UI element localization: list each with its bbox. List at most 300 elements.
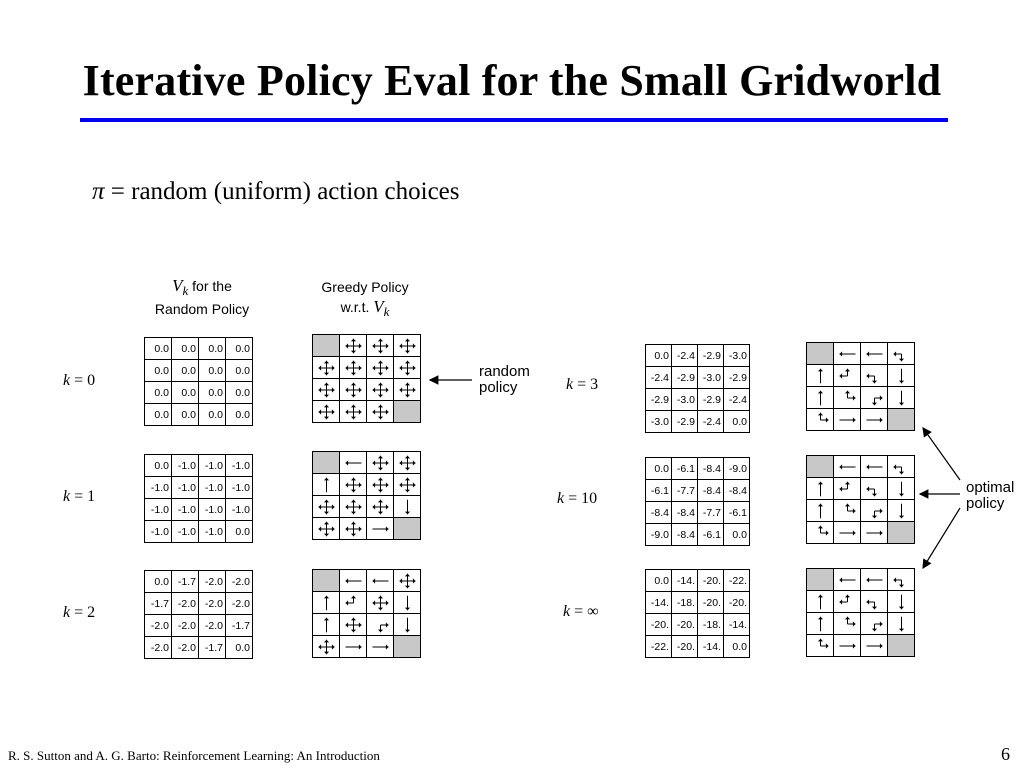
policy-cell <box>861 500 888 522</box>
value-cell: 0.0 <box>145 404 172 426</box>
policy-cell <box>861 387 888 409</box>
policy-arrows-icon <box>861 478 888 500</box>
policy-cell <box>313 474 340 496</box>
policy-arrows-icon <box>834 569 861 591</box>
down-arrow-icon <box>405 596 410 610</box>
up-arrow-icon <box>324 618 329 632</box>
right-arrow-icon <box>408 460 416 465</box>
policy-arrows-icon <box>340 592 367 614</box>
greedy-policy-grid <box>312 451 421 540</box>
value-cell: -1.7 <box>172 571 199 593</box>
up-arrow-icon <box>378 383 383 390</box>
policy-cell <box>367 335 394 357</box>
optimal-arrow-top <box>923 428 960 480</box>
policy-arrows-icon <box>367 518 394 540</box>
policy-cell <box>394 335 421 357</box>
greedy-v-symbol: V <box>373 297 384 316</box>
k-symbol: k <box>63 488 71 505</box>
policy-arrows-icon <box>888 569 915 591</box>
policy-cell <box>807 365 834 387</box>
right-arrow-icon <box>875 508 883 513</box>
policy-cell <box>313 496 340 518</box>
left-arrow-icon <box>373 504 381 509</box>
terminal-cell <box>807 569 834 591</box>
up-arrow-icon <box>818 617 823 631</box>
value-cell: -2.9 <box>672 411 698 433</box>
terminal-cell <box>313 570 340 592</box>
value-cell: -20. <box>672 636 698 658</box>
policy-arrows-icon <box>367 401 394 423</box>
policy-arrows-icon <box>888 591 915 613</box>
value-cell: -2.9 <box>698 345 724 367</box>
policy-cell <box>313 518 340 540</box>
value-cell: -18. <box>698 614 724 636</box>
policy-cell <box>394 474 421 496</box>
policy-arrows-icon <box>313 496 340 518</box>
policy-cell <box>313 357 340 379</box>
value-cell: -1.0 <box>199 477 226 499</box>
value-cell: 0.0 <box>172 382 199 404</box>
k-value: ∞ <box>587 603 599 620</box>
left-arrow-icon <box>346 600 354 605</box>
policy-cell <box>807 478 834 500</box>
policy-arrows-icon <box>861 500 888 522</box>
policy-cell <box>834 456 861 478</box>
terminal-cell <box>888 635 915 657</box>
k-value: 2 <box>87 604 96 621</box>
policy-arrows-icon <box>394 357 421 379</box>
policy-arrows-icon <box>313 401 340 423</box>
right-arrow-icon <box>354 365 362 370</box>
policy-arrows-icon <box>340 379 367 401</box>
right-arrow-icon <box>821 417 829 422</box>
policy-arrows-icon <box>807 613 834 635</box>
policy-cell <box>834 613 861 635</box>
down-arrow-icon <box>324 390 329 397</box>
policy-cell <box>807 500 834 522</box>
down-arrow-icon <box>872 398 877 405</box>
value-cell: 0.0 <box>646 345 672 367</box>
up-arrow-icon <box>378 339 383 346</box>
greedy-policy-grid <box>806 568 915 657</box>
policy-cell <box>313 379 340 401</box>
vk-subscript: k <box>182 282 189 298</box>
down-arrow-icon <box>378 485 383 492</box>
down-arrow-icon <box>872 511 877 518</box>
k-value: 0 <box>87 372 96 389</box>
right-arrow-icon <box>373 644 389 649</box>
policy-arrows-icon <box>313 518 340 540</box>
k-label <box>63 604 95 622</box>
up-arrow-icon <box>845 617 850 624</box>
k-label <box>63 488 95 506</box>
left-arrow-icon <box>319 409 327 414</box>
left-arrow-icon <box>346 460 362 465</box>
left-arrow-icon <box>894 464 902 469</box>
policy-cell <box>394 570 421 592</box>
up-arrow-icon <box>324 640 329 647</box>
left-arrow-icon <box>346 365 354 370</box>
left-arrow-icon <box>346 578 362 583</box>
policy-arrows-icon <box>888 343 915 365</box>
greedy-policy-grid <box>312 569 421 658</box>
value-cell: 0.0 <box>226 637 253 659</box>
right-arrow-icon <box>354 343 362 348</box>
value-cell: -1.0 <box>199 455 226 477</box>
value-cell: -6.1 <box>724 502 750 524</box>
left-arrow-icon <box>840 351 856 356</box>
k-label <box>563 603 599 621</box>
policy-arrows-icon <box>807 365 834 387</box>
up-arrow-icon <box>405 574 410 581</box>
k-equals: = <box>74 604 84 621</box>
left-arrow-icon <box>319 365 327 370</box>
value-cell: 0.0 <box>145 455 172 477</box>
value-cell: -8.4 <box>646 502 672 524</box>
down-arrow-icon <box>899 391 904 405</box>
value-cell: 0.0 <box>199 360 226 382</box>
policy-cell <box>313 401 340 423</box>
up-arrow-icon <box>845 391 850 398</box>
k-symbol: k <box>563 603 571 620</box>
random-policy-line2: policy <box>479 379 518 396</box>
value-table <box>144 570 253 659</box>
policy-arrows-icon <box>367 592 394 614</box>
policy-cell <box>367 452 394 474</box>
policy-arrows-icon <box>367 496 394 518</box>
policy-arrows-icon <box>340 518 367 540</box>
up-arrow-icon <box>405 361 410 368</box>
up-arrow-icon <box>818 504 823 518</box>
policy-cell <box>888 500 915 522</box>
value-cell: -20. <box>724 592 750 614</box>
value-cell: 0.0 <box>226 338 253 360</box>
left-arrow-icon <box>840 486 848 491</box>
equals-sign: = <box>110 178 125 205</box>
left-arrow-icon <box>373 365 381 370</box>
policy-cell <box>313 636 340 658</box>
right-arrow-icon <box>840 530 856 535</box>
value-cell: -14. <box>646 592 672 614</box>
value-cell: -2.0 <box>172 593 199 615</box>
greedy-v-subscript: k <box>383 303 390 319</box>
policy-arrows-icon <box>394 452 421 474</box>
policy-arrows-icon <box>367 614 394 636</box>
up-arrow-icon <box>324 383 329 390</box>
policy-arrows-icon <box>834 387 861 409</box>
policy-cell <box>888 343 915 365</box>
value-cell: 0.0 <box>724 524 750 546</box>
up-arrow-icon <box>324 500 329 507</box>
right-arrow-icon <box>381 504 389 509</box>
right-arrow-icon <box>354 526 362 531</box>
k-equals: = <box>568 490 578 507</box>
vk-symbol: V <box>172 276 183 295</box>
right-arrow-icon <box>840 417 856 422</box>
policy-cell <box>834 478 861 500</box>
up-arrow-icon <box>378 405 383 412</box>
policy-arrows-icon <box>861 456 888 478</box>
policy-cell <box>340 592 367 614</box>
down-arrow-icon <box>405 346 410 353</box>
down-arrow-icon <box>899 595 904 609</box>
up-arrow-icon <box>818 639 823 646</box>
policy-cell <box>834 409 861 431</box>
policy-cell <box>888 478 915 500</box>
value-cell: 0.0 <box>226 404 253 426</box>
down-arrow-icon <box>324 529 329 536</box>
value-cell: -20. <box>698 592 724 614</box>
value-cell: -7.7 <box>698 502 724 524</box>
terminal-cell <box>394 518 421 540</box>
policy-arrows-icon <box>888 456 915 478</box>
policy-arrows-icon <box>394 474 421 496</box>
policy-arrows-icon <box>340 496 367 518</box>
left-arrow-icon <box>840 373 848 378</box>
policy-arrows-icon <box>340 335 367 357</box>
policy-arrows-icon <box>340 401 367 423</box>
down-arrow-icon <box>872 602 877 609</box>
value-cell: -2.0 <box>145 637 172 659</box>
value-cell: 0.0 <box>145 338 172 360</box>
policy-arrows-icon <box>861 387 888 409</box>
policy-cell <box>861 409 888 431</box>
down-arrow-icon <box>351 625 356 632</box>
policy-arrows-icon <box>834 365 861 387</box>
left-arrow-icon <box>346 482 354 487</box>
policy-cell <box>367 357 394 379</box>
policy-cell <box>394 614 421 636</box>
up-arrow-icon <box>818 413 823 420</box>
right-arrow-icon <box>381 600 389 605</box>
k-equals: = <box>74 372 84 389</box>
policy-arrows-icon <box>807 522 834 544</box>
down-arrow-icon <box>351 507 356 514</box>
greedy-policy-grid <box>312 334 421 423</box>
k-label <box>63 372 95 390</box>
value-cell: -1.0 <box>145 477 172 499</box>
left-arrow-icon <box>867 464 883 469</box>
policy-cell <box>861 522 888 544</box>
value-cell: -6.1 <box>672 458 698 480</box>
left-arrow-icon <box>319 504 327 509</box>
down-arrow-icon <box>378 412 383 419</box>
up-arrow-icon <box>378 596 383 603</box>
value-cell: 0.0 <box>646 458 672 480</box>
right-arrow-icon <box>327 409 335 414</box>
value-cell: 0.0 <box>199 404 226 426</box>
down-arrow-icon <box>405 581 410 588</box>
policy-arrows-icon <box>861 522 888 544</box>
value-cell: 0.0 <box>199 338 226 360</box>
down-arrow-icon <box>899 504 904 518</box>
pi-symbol: π <box>92 178 105 205</box>
policy-arrows-icon <box>861 569 888 591</box>
down-arrow-icon <box>872 489 877 496</box>
k-equals: = <box>574 603 584 620</box>
policy-arrows-icon <box>861 591 888 613</box>
policy-arrows-icon <box>834 613 861 635</box>
k-value: 3 <box>590 376 599 393</box>
value-cell: -2.0 <box>199 593 226 615</box>
down-arrow-icon <box>378 507 383 514</box>
value-cell: -1.0 <box>226 477 253 499</box>
policy-arrows-icon <box>340 636 367 658</box>
policy-arrows-icon <box>888 387 915 409</box>
policy-arrows-icon <box>834 500 861 522</box>
left-arrow-icon <box>346 409 354 414</box>
value-cell: 0.0 <box>724 411 750 433</box>
down-arrow-icon <box>351 390 356 397</box>
down-arrow-icon <box>899 354 904 361</box>
value-table <box>645 569 750 658</box>
optimal-policy-label <box>966 480 1014 512</box>
left-arrow-icon <box>840 599 848 604</box>
up-arrow-icon <box>818 369 823 383</box>
down-arrow-icon <box>324 368 329 375</box>
down-arrow-icon <box>378 368 383 375</box>
down-arrow-icon <box>872 624 877 631</box>
up-arrow-icon <box>324 478 329 492</box>
terminal-cell <box>313 335 340 357</box>
right-arrow-icon <box>867 417 883 422</box>
value-table <box>144 454 253 543</box>
greedy-policy-grid <box>806 342 915 431</box>
policy-cell <box>340 335 367 357</box>
vk-random-policy: Random Policy <box>154 300 250 317</box>
left-arrow-icon <box>400 482 408 487</box>
value-cell: -2.4 <box>724 389 750 411</box>
value-table <box>645 344 750 433</box>
policy-cell <box>394 357 421 379</box>
down-arrow-icon <box>378 603 383 610</box>
policy-arrows-icon <box>313 592 340 614</box>
down-arrow-icon <box>378 390 383 397</box>
value-cell: -2.4 <box>698 411 724 433</box>
value-cell: -2.9 <box>646 389 672 411</box>
value-cell: 0.0 <box>172 338 199 360</box>
value-cell: 0.0 <box>145 571 172 593</box>
policy-arrows-icon <box>394 496 421 518</box>
policy-arrows-icon <box>861 613 888 635</box>
left-arrow-icon <box>319 526 327 531</box>
k-symbol: k <box>566 376 574 393</box>
value-cell: -1.0 <box>172 455 199 477</box>
left-arrow-icon <box>346 387 354 392</box>
policy-cell <box>340 357 367 379</box>
k-label <box>557 490 597 508</box>
policy-arrows-icon <box>340 614 367 636</box>
left-arrow-icon <box>867 373 875 378</box>
right-arrow-icon <box>381 409 389 414</box>
policy-arrows-icon <box>313 474 340 496</box>
policy-cell <box>888 456 915 478</box>
policy-arrows-icon <box>340 357 367 379</box>
value-cell: -6.1 <box>698 524 724 546</box>
down-arrow-icon <box>351 368 356 375</box>
value-table <box>144 337 253 426</box>
policy-cell <box>861 365 888 387</box>
up-arrow-icon <box>378 500 383 507</box>
value-cell: -8.4 <box>724 480 750 502</box>
up-arrow-icon <box>351 405 356 412</box>
policy-cell <box>340 636 367 658</box>
right-arrow-icon <box>327 644 335 649</box>
value-cell: -8.4 <box>698 480 724 502</box>
value-cell: -2.0 <box>226 593 253 615</box>
policy-cell <box>834 569 861 591</box>
vk-for-the: for the <box>192 278 232 294</box>
right-arrow-icon <box>381 387 389 392</box>
left-arrow-icon <box>319 644 327 649</box>
right-arrow-icon <box>408 387 416 392</box>
greedy-policy-grid <box>806 455 915 544</box>
down-arrow-icon <box>405 618 410 632</box>
value-cell: 0.0 <box>226 521 253 543</box>
up-arrow-icon <box>351 500 356 507</box>
policy-cell <box>367 570 394 592</box>
down-arrow-icon <box>899 467 904 474</box>
down-arrow-icon <box>324 647 329 654</box>
optimal-policy-line2: policy <box>966 495 1005 512</box>
policy-cell <box>834 365 861 387</box>
k-value: 10 <box>581 490 598 507</box>
left-arrow-icon <box>346 343 354 348</box>
up-arrow-icon <box>378 478 383 485</box>
policy-cell <box>340 452 367 474</box>
right-arrow-icon <box>327 365 335 370</box>
left-arrow-icon <box>319 387 327 392</box>
policy-arrows-icon <box>394 614 421 636</box>
down-arrow-icon <box>405 368 410 375</box>
left-arrow-icon <box>346 504 354 509</box>
value-cell: -20. <box>672 614 698 636</box>
value-cell: -1.0 <box>172 477 199 499</box>
policy-arrows-icon <box>834 635 861 657</box>
policy-cell <box>834 591 861 613</box>
left-arrow-icon <box>867 351 883 356</box>
policy-cell <box>340 401 367 423</box>
policy-arrows-icon <box>834 409 861 431</box>
left-arrow-icon <box>867 599 875 604</box>
up-arrow-icon <box>818 526 823 533</box>
vk-header <box>140 276 264 319</box>
policy-cell <box>807 635 834 657</box>
value-cell: -1.0 <box>145 521 172 543</box>
right-arrow-icon <box>381 365 389 370</box>
policy-arrows-icon <box>313 357 340 379</box>
left-arrow-icon <box>400 578 408 583</box>
policy-arrows-icon <box>313 636 340 658</box>
policy-arrows-icon <box>367 379 394 401</box>
value-cell: -1.0 <box>172 521 199 543</box>
policy-arrows-icon <box>807 478 834 500</box>
policy-arrows-icon <box>367 357 394 379</box>
policy-cell <box>861 591 888 613</box>
value-cell: -2.4 <box>672 345 698 367</box>
value-cell: -2.9 <box>724 367 750 389</box>
down-arrow-icon <box>899 482 904 496</box>
right-arrow-icon <box>354 409 362 414</box>
title-underline <box>80 118 948 122</box>
down-arrow-icon <box>351 346 356 353</box>
policy-text: random (uniform) action choices <box>131 178 460 205</box>
terminal-cell <box>807 343 834 365</box>
optimal-policy-line1: optimal <box>966 479 1015 496</box>
up-arrow-icon <box>351 618 356 625</box>
slide-title: Iterative Policy Eval for the Small Gridworld <box>82 56 942 105</box>
right-arrow-icon <box>327 387 335 392</box>
